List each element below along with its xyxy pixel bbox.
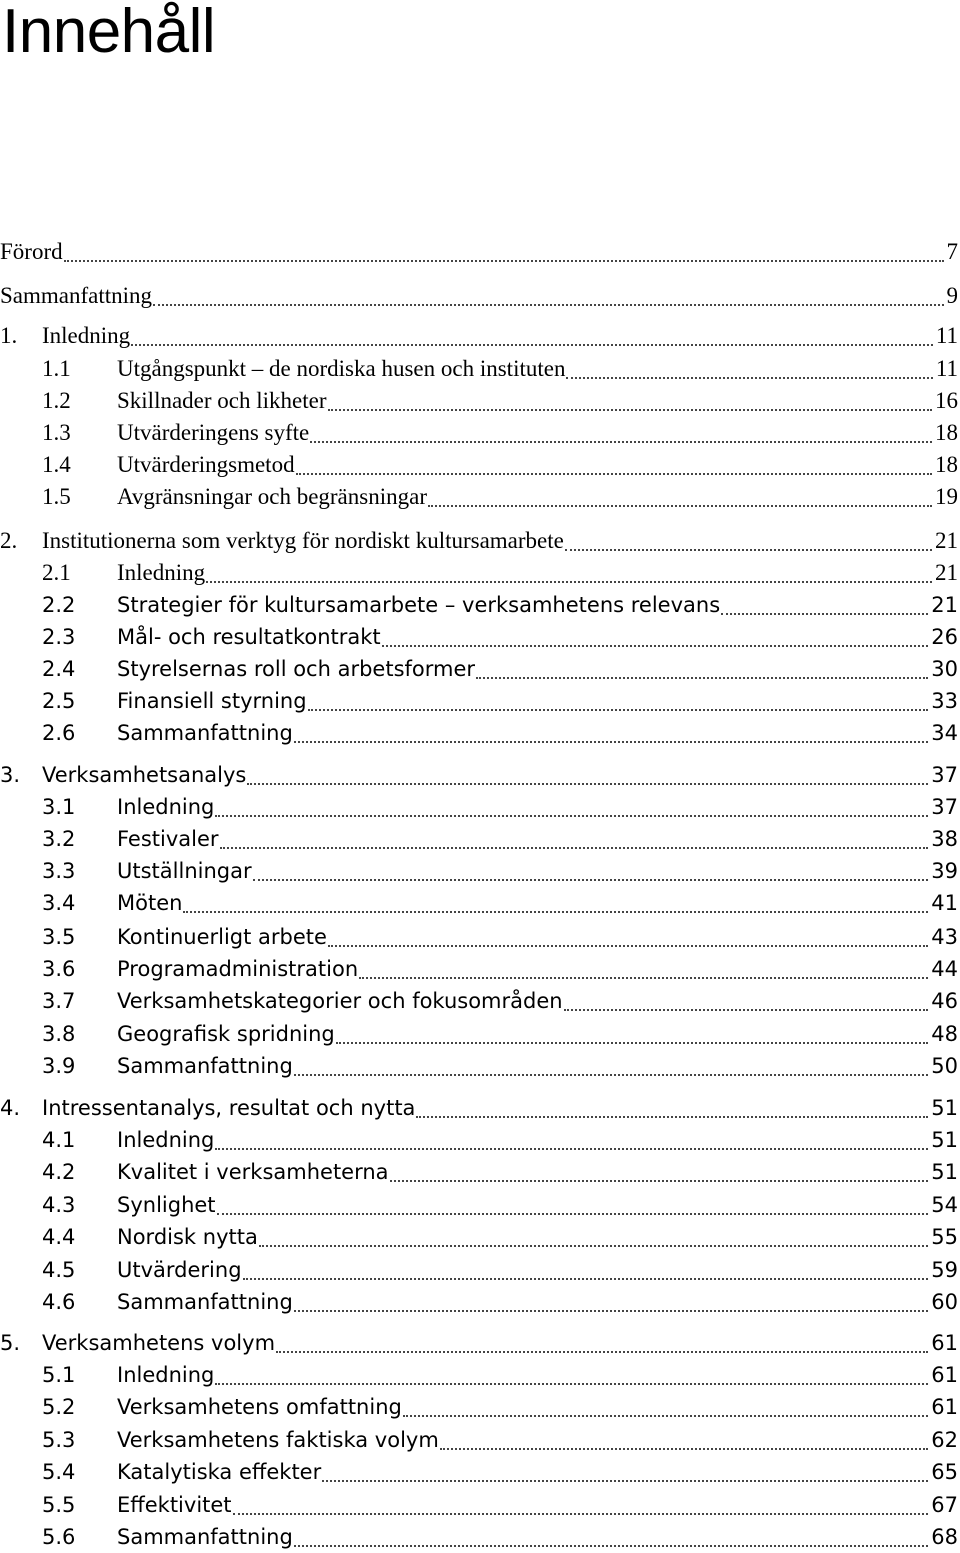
toc-entry-page-number: 46 <box>931 989 958 1013</box>
toc-entry[interactable] <box>0 686 958 716</box>
toc-entry-label: Institutionerna som verktyg för nordiskt kultursamarbete <box>42 528 564 553</box>
page-title: Innehåll <box>2 0 216 66</box>
dot-leader <box>476 677 928 679</box>
toc-entry-number: 5.4 <box>42 1460 76 1484</box>
toc-entry-page-number: 7 <box>946 239 958 264</box>
toc-entry-label: Utställningar <box>117 859 252 883</box>
toc-entry[interactable] <box>0 1190 958 1220</box>
toc-entry-label: Verksamhetskategorier och fokusområden <box>117 989 563 1013</box>
dot-leader <box>153 304 943 306</box>
toc-entry-page-number: 59 <box>931 1258 958 1282</box>
toc-entry[interactable] <box>0 1360 958 1390</box>
toc-entry-label: Avgränsningar och begränsningar <box>117 484 427 509</box>
toc-entry-number: 4.3 <box>42 1193 76 1217</box>
toc-entry-page-number: 51 <box>931 1128 958 1152</box>
toc-entry-number: 2.3 <box>42 625 76 649</box>
toc-entry-number: 3.4 <box>42 891 76 915</box>
toc-entry-page-number: 33 <box>931 689 958 713</box>
toc-entry-number: 3.8 <box>42 1022 76 1046</box>
toc-entry[interactable] <box>0 1255 958 1285</box>
toc-entry-page-number: 51 <box>931 1160 958 1184</box>
toc-entry-number: 4.5 <box>42 1258 76 1282</box>
dot-leader <box>328 945 928 947</box>
toc-entry-number: 2.1 <box>42 560 71 585</box>
toc-entry-page-number: 30 <box>931 657 958 681</box>
dot-leader <box>259 1245 928 1247</box>
toc-entry[interactable] <box>0 1287 958 1317</box>
toc-entry-label: Sammanfattning <box>117 1290 293 1314</box>
toc-entry-number: 4.6 <box>42 1290 76 1314</box>
dot-leader <box>276 1351 928 1353</box>
toc-entry-page-number: 43 <box>931 925 958 949</box>
toc-entry-number: 5.5 <box>42 1493 76 1517</box>
dot-leader <box>566 377 932 379</box>
toc-entry-label: Utvärdering <box>117 1258 242 1282</box>
toc-entry-label: Sammanfattning <box>0 283 153 308</box>
toc-entry-label: Utvärderingens syfte <box>117 420 310 445</box>
dot-leader <box>328 409 933 411</box>
toc-entry-number: 1.3 <box>42 420 71 445</box>
toc-entry[interactable] <box>0 888 958 918</box>
dot-leader <box>294 1545 928 1547</box>
toc-entry-label: Sammanfattning <box>117 1525 293 1549</box>
toc-entry-label: Festivaler <box>117 827 219 851</box>
toc-entry-page-number: 37 <box>931 763 958 787</box>
toc-entry-page-number: 11 <box>935 323 958 348</box>
dot-leader <box>253 879 929 881</box>
dot-leader <box>294 1310 928 1312</box>
toc-entry[interactable] <box>0 1328 958 1358</box>
toc-entry-page-number: 55 <box>931 1225 958 1249</box>
toc-entry[interactable] <box>0 237 958 267</box>
toc-entry-page-number: 54 <box>931 1193 958 1217</box>
toc-entry-label: Programadministration <box>117 957 359 981</box>
toc-entry-page-number: 61 <box>931 1331 958 1355</box>
toc-entry[interactable] <box>0 792 958 822</box>
dot-leader <box>294 1074 928 1076</box>
dot-leader <box>336 1042 929 1044</box>
toc-entry[interactable] <box>0 954 958 984</box>
toc-entry-label: Verksamhetens omfattning <box>117 1395 402 1419</box>
toc-entry-number: 1.2 <box>42 388 71 413</box>
toc-entry[interactable] <box>0 824 958 854</box>
toc-entry-label: Verksamhetens faktiska volym <box>117 1428 439 1452</box>
dot-leader <box>440 1448 928 1450</box>
dot-leader <box>215 1148 928 1150</box>
toc-entry-page-number: 34 <box>931 721 958 745</box>
toc-entry-label: Katalytiska effekter <box>117 1460 322 1484</box>
dot-leader <box>217 1213 929 1215</box>
toc-entry-label: Styrelsernas roll och arbetsformer <box>117 657 476 681</box>
dot-leader <box>721 613 928 615</box>
toc-entry-page-number: 60 <box>931 1290 958 1314</box>
toc-entry-page-number: 61 <box>931 1363 958 1387</box>
dot-leader <box>247 783 928 785</box>
dot-leader <box>322 1480 928 1482</box>
toc-entry-page-number: 68 <box>931 1525 958 1549</box>
toc-entry-label: Inledning <box>117 1128 215 1152</box>
toc-entry[interactable] <box>0 986 958 1016</box>
toc-entry[interactable] <box>0 922 958 952</box>
toc-entry-label: Utvärderingsmetod <box>117 452 295 477</box>
toc-entry-page-number: 48 <box>931 1022 958 1046</box>
dot-leader <box>382 645 929 647</box>
toc-entry-label: Sammanfattning <box>117 1054 293 1078</box>
toc-entry-number: 4. <box>0 1096 21 1120</box>
toc-entry-page-number: 18 <box>935 420 958 445</box>
toc-entry-number: 5. <box>0 1331 21 1355</box>
toc-entry-page-number: 39 <box>931 859 958 883</box>
toc-entry[interactable] <box>0 1457 958 1487</box>
toc-entry-page-number: 38 <box>931 827 958 851</box>
toc-entry-number: 5.3 <box>42 1428 76 1452</box>
toc-entry-label: Effektivitet <box>117 1493 232 1517</box>
dot-leader <box>215 815 928 817</box>
toc-entry-number: 4.4 <box>42 1225 76 1249</box>
toc-entry-label: Skillnader och likheter <box>117 388 327 413</box>
toc-entry-page-number: 19 <box>935 484 958 509</box>
toc-entry-label: Inledning <box>117 560 206 585</box>
toc-entry[interactable] <box>0 590 958 620</box>
toc-entry-number: 3.7 <box>42 989 76 1013</box>
toc-entry-page-number: 37 <box>931 795 958 819</box>
toc-entry-label: Inledning <box>117 1363 215 1387</box>
toc-entry-number: 3.9 <box>42 1054 76 1078</box>
toc-entry-page-number: 21 <box>935 528 958 553</box>
dot-leader <box>233 1513 929 1515</box>
toc-entry[interactable] <box>0 1425 958 1455</box>
dot-leader <box>243 1278 929 1280</box>
toc-entry-number: 4.1 <box>42 1128 76 1152</box>
toc-entry[interactable] <box>0 482 958 512</box>
toc-entry[interactable] <box>0 1157 958 1187</box>
toc-entry-label: Möten <box>117 891 183 915</box>
toc-entry[interactable] <box>0 1093 958 1123</box>
toc-entry[interactable] <box>0 1522 958 1552</box>
dot-leader <box>390 1180 929 1182</box>
dot-leader <box>206 581 932 583</box>
toc-entry-number: 3.6 <box>42 957 76 981</box>
toc-entry-page-number: 50 <box>931 1054 958 1078</box>
toc-entry-number: 2. <box>0 528 18 553</box>
dot-leader <box>64 260 944 262</box>
toc-entry-number: 5.2 <box>42 1395 76 1419</box>
toc-entry[interactable] <box>0 1125 958 1155</box>
toc-entry-label: Synlighet <box>117 1193 216 1217</box>
toc-entry-page-number: 51 <box>931 1096 958 1120</box>
toc-entry-number: 5.6 <box>42 1525 76 1549</box>
toc-entry[interactable] <box>0 1392 958 1422</box>
toc-entry-label: Mål- och resultatkontrakt <box>117 625 381 649</box>
dot-leader <box>403 1415 928 1417</box>
toc-entry-number: 2.2 <box>42 593 76 617</box>
toc-entry-label: Förord <box>0 239 63 264</box>
toc-entry-label: Finansiell styrning <box>117 689 307 713</box>
toc-entry[interactable] <box>0 321 958 351</box>
toc-entry-number: 3.2 <box>42 827 76 851</box>
toc-entry-number: 2.5 <box>42 689 76 713</box>
toc-entry-page-number: 16 <box>935 388 958 413</box>
toc-entry-page-number: 44 <box>931 957 958 981</box>
toc-entry-number: 1.5 <box>42 484 71 509</box>
toc-entry[interactable] <box>0 1490 958 1520</box>
toc-entry-number: 3.1 <box>42 795 76 819</box>
toc-entry-number: 3.3 <box>42 859 76 883</box>
toc-entry-page-number: 26 <box>931 625 958 649</box>
toc-entry-label: Inledning <box>42 323 131 348</box>
toc-entry[interactable] <box>0 760 958 790</box>
dot-leader <box>220 847 929 849</box>
toc-entry-label: Geografisk spridning <box>117 1022 335 1046</box>
toc-entry[interactable] <box>0 1051 958 1081</box>
toc-entry[interactable] <box>0 558 958 588</box>
toc-entry-page-number: 21 <box>931 593 958 617</box>
toc-entry-page-number: 18 <box>935 452 958 477</box>
toc-entry[interactable] <box>0 718 958 748</box>
dot-leader <box>564 1009 929 1011</box>
toc-entry-page-number: 41 <box>931 891 958 915</box>
dot-leader <box>310 441 932 443</box>
toc-entry-page-number: 62 <box>931 1428 958 1452</box>
toc-entry[interactable] <box>0 354 958 384</box>
dot-leader <box>131 344 933 346</box>
toc-entry-page-number: 61 <box>931 1395 958 1419</box>
toc-entry-page-number: 21 <box>935 560 958 585</box>
toc-entry[interactable] <box>0 386 958 416</box>
toc-entry-label: Utgångspunkt – de nordiska husen och instituten <box>117 356 566 381</box>
toc-entry-page-number: 11 <box>935 356 958 381</box>
toc-entry-number: 1.1 <box>42 356 71 381</box>
toc-entry-label: Verksamhetens volym <box>42 1331 276 1355</box>
toc-entry-label: Inledning <box>117 795 215 819</box>
toc-entry-label: Intressentanalys, resultat och nytta <box>42 1096 416 1120</box>
dot-leader <box>428 505 932 507</box>
toc-entry[interactable] <box>0 1019 958 1049</box>
toc-entry[interactable] <box>0 856 958 886</box>
toc-entry-label: Nordisk nytta <box>117 1225 258 1249</box>
toc-entry-number: 3.5 <box>42 925 76 949</box>
dot-leader <box>296 473 932 475</box>
toc-entry[interactable] <box>0 622 958 652</box>
toc-entry-number: 2.4 <box>42 657 76 681</box>
toc-entry-page-number: 9 <box>946 283 958 308</box>
dot-leader <box>416 1116 928 1118</box>
toc-entry-number: 1. <box>0 323 18 348</box>
toc-entry-page-number: 65 <box>931 1460 958 1484</box>
dot-leader <box>215 1383 928 1385</box>
toc-entry[interactable] <box>0 450 958 480</box>
toc-entry-label: Verksamhetsanalys <box>42 763 247 787</box>
toc-entry[interactable] <box>0 418 958 448</box>
toc-entry[interactable] <box>0 1222 958 1252</box>
toc-entry-label: Strategier för kultursamarbete – verksamhetens relevans <box>117 593 721 617</box>
toc-entry[interactable] <box>0 281 958 311</box>
toc-entry-number: 5.1 <box>42 1363 76 1387</box>
dot-leader <box>183 911 928 913</box>
dot-leader <box>308 709 929 711</box>
toc-entry-page-number: 67 <box>931 1493 958 1517</box>
toc-entry-number: 1.4 <box>42 452 71 477</box>
toc-entry-number: 3. <box>0 763 21 787</box>
dot-leader <box>565 549 932 551</box>
toc-entry[interactable] <box>0 526 958 556</box>
dot-leader <box>359 977 928 979</box>
dot-leader <box>294 741 928 743</box>
toc-entry-label: Sammanfattning <box>117 721 293 745</box>
toc-entry-number: 4.2 <box>42 1160 76 1184</box>
toc-entry-label: Kontinuerligt arbete <box>117 925 327 949</box>
toc-entry-number: 2.6 <box>42 721 76 745</box>
toc-entry-label: Kvalitet i verksamheterna <box>117 1160 389 1184</box>
toc-entry[interactable] <box>0 654 958 684</box>
